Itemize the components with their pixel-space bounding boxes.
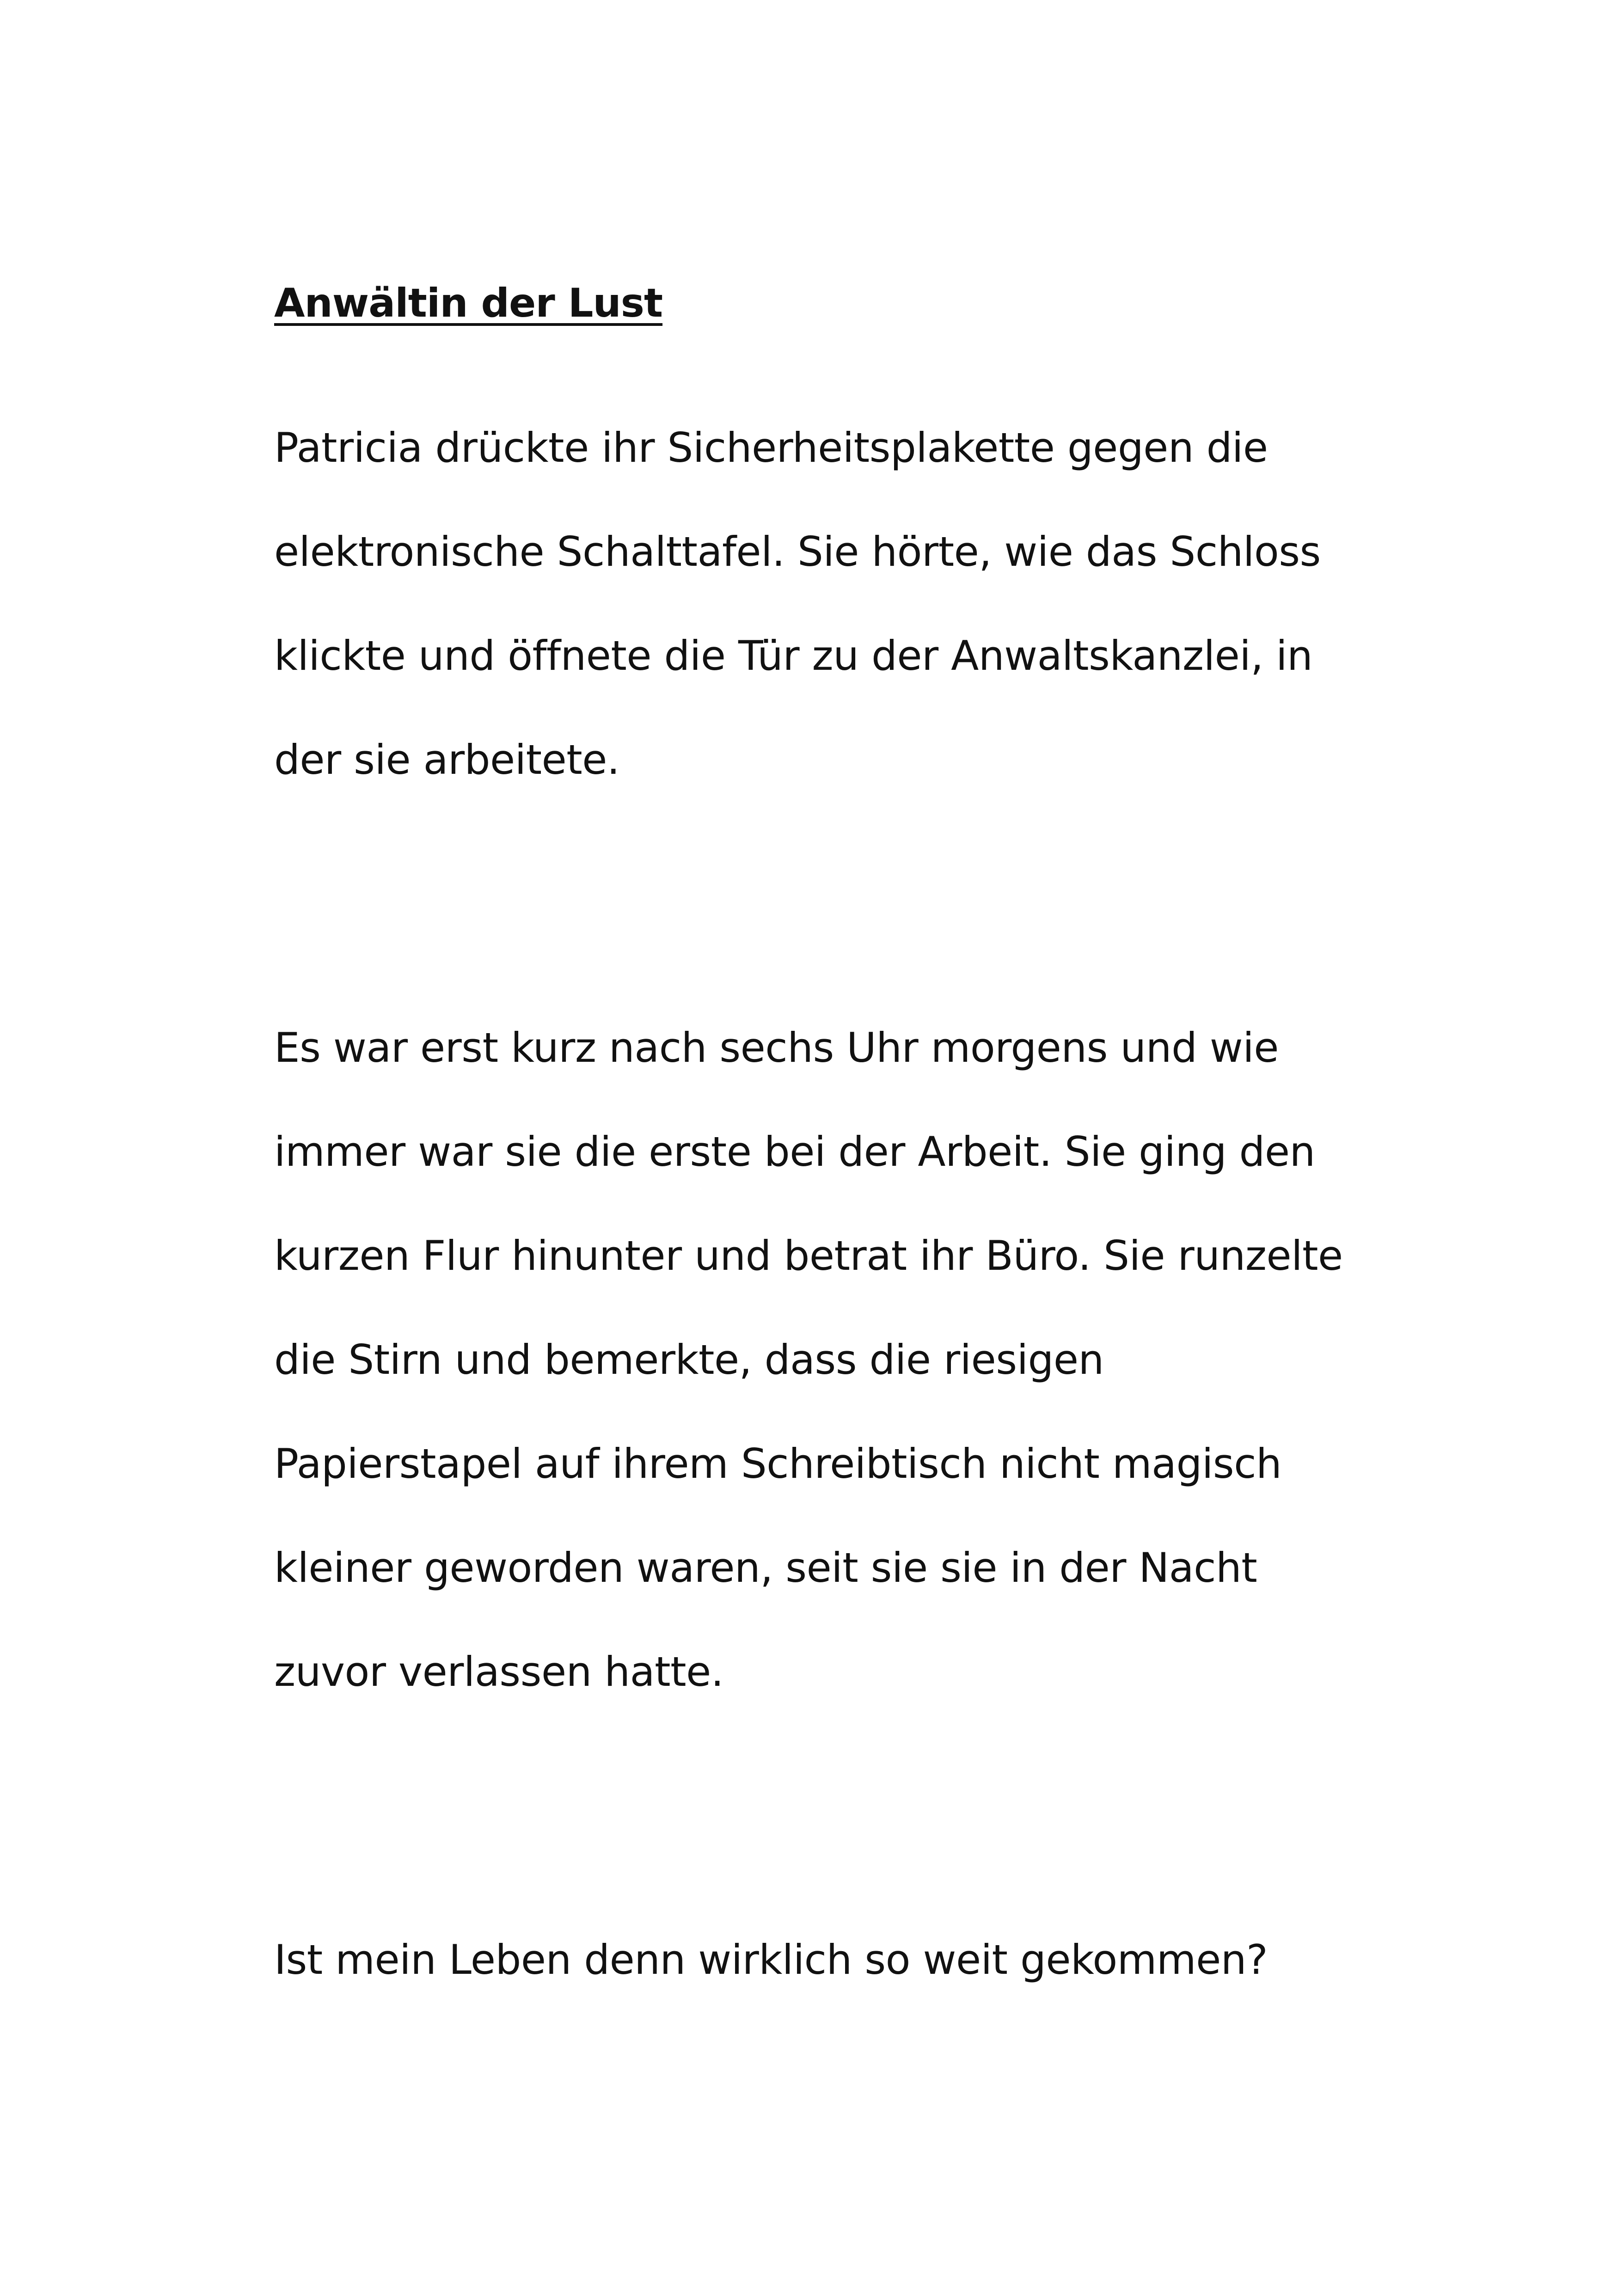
paragraph-2-line-3: kurzen Flur hinunter und betrat ihr Büro. Sie runzelte — [274, 1232, 1343, 1280]
paragraph-2-line-2: immer war sie die erste bei der Arbeit. Sie ging den — [274, 1128, 1315, 1176]
paragraph-2-line-4: die Stirn und bemerkte, dass die riesigen — [274, 1336, 1104, 1384]
paragraph-1-line-1: Patricia drückte ihr Sicherheitsplakette gegen die — [274, 424, 1268, 471]
paragraph-2-line-6: kleiner geworden waren, seit sie sie in der Nacht — [274, 1544, 1257, 1592]
document-title: Anwältin der Lust — [274, 280, 663, 326]
paragraph-1-line-2: elektronische Schalttafel. Sie hörte, wie das Schloss — [274, 528, 1321, 576]
paragraph-1-line-4: der sie arbeitete. — [274, 736, 620, 784]
paragraph-1-line-3: klickte und öffnete die Tür zu der Anwaltskanzlei, in — [274, 632, 1313, 680]
paragraph-3-line-1: Ist mein Leben denn wirklich so weit gekommen? — [274, 1936, 1268, 1984]
paragraph-2-line-1: Es war erst kurz nach sechs Uhr morgens und wie — [274, 1024, 1279, 1071]
paragraph-2-line-5: Papierstapel auf ihrem Schreibtisch nicht magisch — [274, 1440, 1282, 1488]
paragraph-2-line-7: zuvor verlassen hatte. — [274, 1648, 724, 1696]
